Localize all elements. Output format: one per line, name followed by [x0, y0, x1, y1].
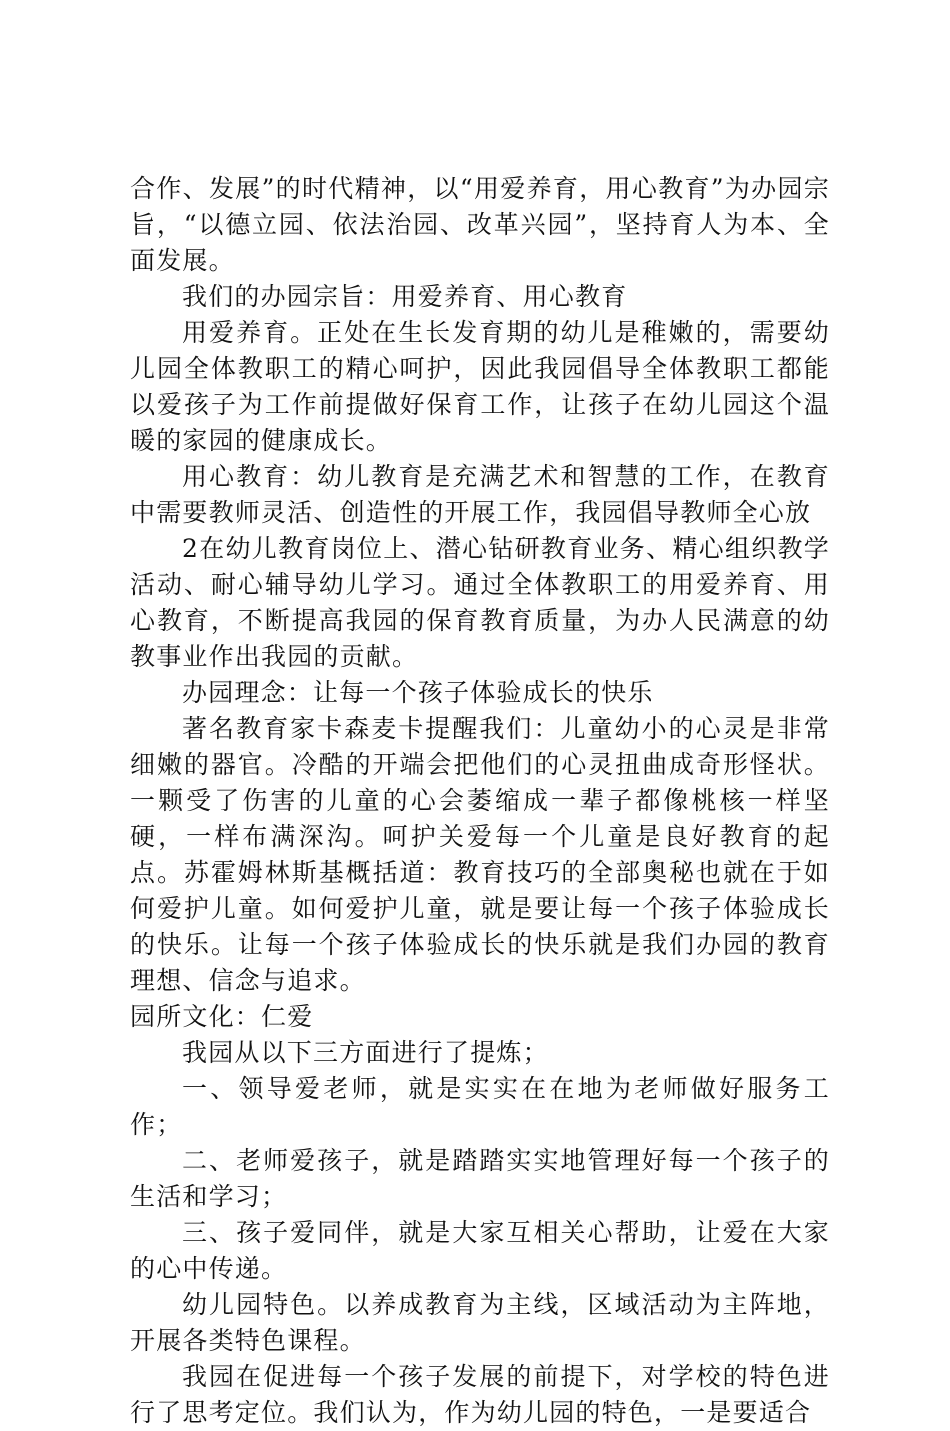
paragraph-7: 著名教育家卡森麦卡提醒我们：儿童幼小的心灵是非常细嫩的器官。冷酷的开端会把他们的心灵扭曲成奇形怪状。一颗受了伤害的儿童的心会萎缩成一辈子都像桃核一样坚硬，一样布满深沟。呵护关爱每一个儿童是良好教育的起点。苏霍姆林斯基概括道：教育技巧的全部奥秘也就在于如何爱护儿童。如何爱护儿童，就是要让每一个孩子体验成长的快乐。让每一个孩子体验成长的快乐就是我们办园的教育理想、信念与追求。: [130, 714, 830, 995]
document-body: [130, 171, 830, 1431]
paragraph-6: 办园理念：让每一个孩子体验成长的快乐: [182, 678, 654, 707]
paragraph-4: 用心教育：幼儿教育是充满艺术和智慧的工作，在教育中需要教师灵活、创造性的开展工作，我园倡导教师全心放: [130, 462, 830, 527]
paragraph-5: 2在幼儿教育岗位上、潜心钻研教育业务、精心组织教学活动、耐心辅导幼儿学习。通过全体教职工的用爱养育、用心教育，不断提高我园的保育教育质量，为办人民满意的幼教事业作出我园的贡献。: [130, 534, 830, 671]
paragraph-14: 我园在促进每一个孩子发展的前提下，对学校的特色进行了思考定位。我们认为，作为幼儿园的特色，一是要适合: [130, 1362, 830, 1427]
paragraph-12: 三、孩子爱同伴，就是大家互相关心帮助，让爱在大家的心中传递。: [130, 1218, 830, 1283]
paragraph-2: 我们的办园宗旨：用爱养育、用心教育: [182, 282, 628, 311]
paragraph-9: 我园从以下三方面进行了提炼；: [182, 1038, 549, 1067]
paragraph-1: 合作、发展”的时代精神，以“用爱养育，用心教育”为办园宗旨，“以德立园、依法治园、改革兴园”，坚持育人为本、全面发展。: [130, 174, 830, 275]
paragraph-8: 园所文化：仁爱: [130, 1002, 314, 1031]
paragraph-3: 用爱养育。正处在生长发育期的幼儿是稚嫩的，需要幼儿园全体教职工的精心呵护，因此我园倡导全体教职工都能以爱孩子为工作前提做好保育工作，让孩子在幼儿园这个温暖的家园的健康成长。: [130, 318, 830, 455]
paragraph-10: 一、领导爱老师，就是实实在在地为老师做好服务工作；: [130, 1074, 830, 1139]
paragraph-13: 幼儿园特色。以养成教育为主线，区域活动为主阵地，开展各类特色课程。: [130, 1290, 830, 1355]
paragraph-11: 二、老师爱孩子，就是踏踏实实地管理好每一个孩子的生活和学习；: [130, 1146, 830, 1211]
